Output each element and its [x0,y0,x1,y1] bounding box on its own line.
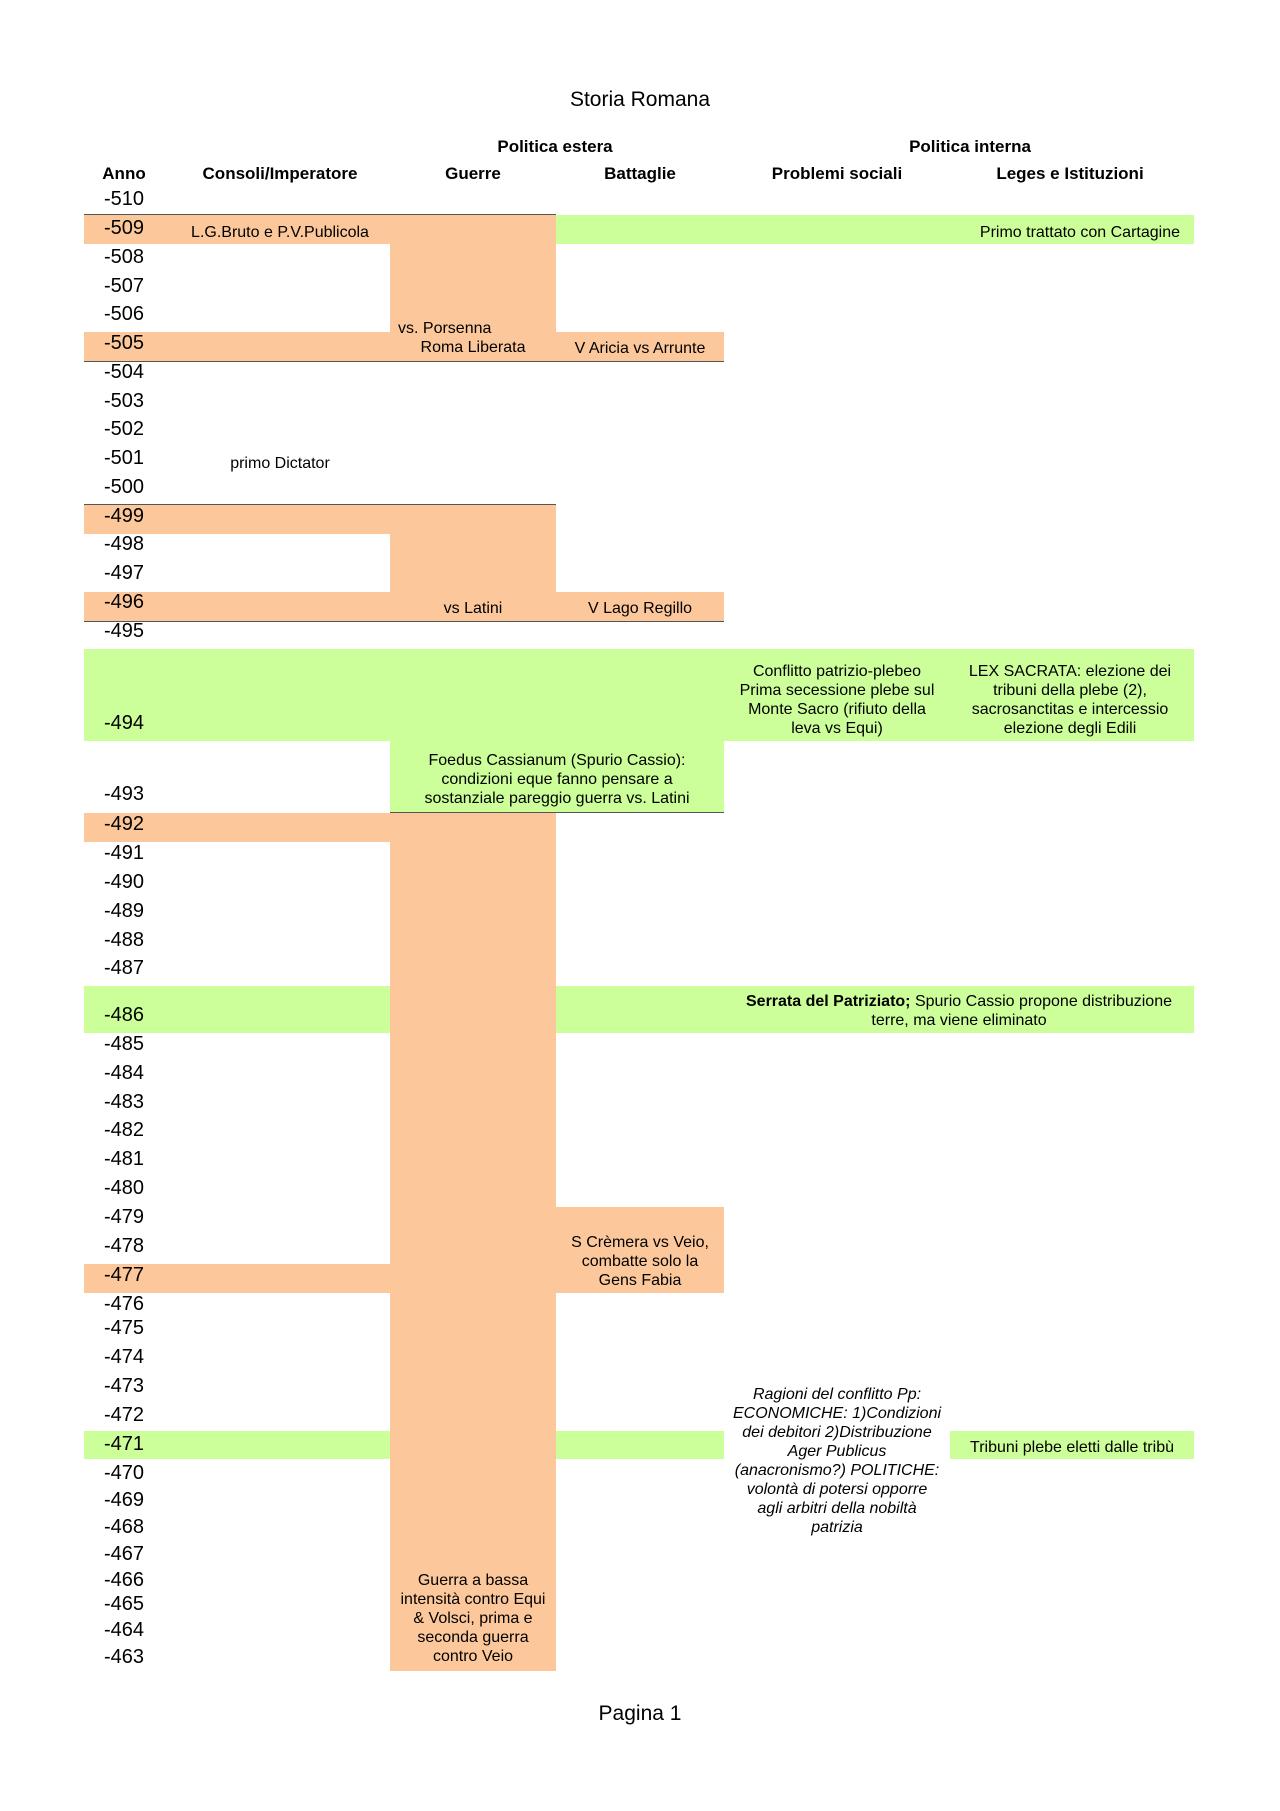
entry-guerre-496: vs Latini [443,600,503,617]
entry-line: agli arbitri della nobiltà [757,1500,917,1517]
entry-line [724,992,1194,1011]
entry-line: ECONOMICHE: 1)Condizioni [732,1405,942,1422]
entry-line: S Crèmera vs Veio, [571,1234,709,1251]
year-cell: -468 [103,1516,145,1538]
year-cell: -494 [103,712,145,734]
entry-problemi-494 [724,662,950,738]
entry-line: dei debitori 2)Distribuzione [742,1424,932,1441]
entry-line: patrizia [811,1519,863,1536]
year-cell: -482 [103,1119,145,1141]
band-guerre-latini [390,534,556,592]
year-cell: -488 [103,929,145,951]
year-cell: -506 [103,303,145,325]
entry-line: Roma Liberata [420,339,526,356]
year-cell: -473 [103,1375,145,1397]
entry-line: condizioni eque fanno pensare a [441,771,673,788]
year-cell: -487 [103,957,145,979]
year-cell: -477 [103,1264,145,1286]
year-cell: -467 [103,1543,145,1565]
entry-guerre-porsenna [390,319,556,357]
year-cell: -475 [103,1317,145,1339]
header-battaglie: Battaglie [604,164,676,183]
band-green-471-battaglie [556,1431,724,1459]
entry-line: Ager Publicus [787,1443,887,1460]
band-orange-471-guerre [390,1431,556,1459]
band-guerre-long [390,842,556,1671]
year-cell: -507 [103,275,145,297]
divider-line [390,812,724,813]
year-cell: -500 [103,476,145,498]
year-cell: -498 [103,533,145,555]
entry-line: Gens Fabia [598,1272,682,1289]
entry-text: Spurio Cassio propone distribuzione [910,993,1172,1010]
page-footer: Pagina 1 [598,1702,682,1725]
entry-leges-471: Tribuni plebe eletti dalle tribù [970,1439,1174,1456]
year-cell: -505 [103,332,145,354]
entry-line: terre, ma viene eliminato [871,1012,1047,1029]
year-cell: -474 [103,1346,145,1368]
year-cell: -510 [103,188,145,210]
entry-line: elezione degli Edili [1003,720,1137,737]
entry-battaglie-496: V Lago Regillo [587,600,693,617]
year-cell: -499 [103,505,145,527]
year-cell: -479 [103,1206,145,1228]
divider-line [84,361,724,362]
year-cell: -496 [103,591,145,613]
header-guerre: Guerre [445,164,501,183]
year-cell: -503 [103,390,145,412]
entry-line: volontà di potersi opporre [746,1481,928,1498]
entry-line: Foedus Cassianum (Spurio Cassio): [428,752,686,769]
entry-consoli-501: primo Dictator [230,455,330,472]
header-anno: Anno [102,164,146,183]
year-cell: -481 [103,1148,145,1170]
entry-line: vs. Porsenna [398,320,492,337]
year-cell: -491 [103,842,145,864]
page-title: Storia Romana [569,88,711,111]
entry-line: Prima secessione plebe sul [739,682,935,699]
header-problemi-sociali: Problemi sociali [771,164,903,183]
year-cell: -478 [103,1235,145,1257]
header-leges: Leges e Istituzioni [996,164,1144,183]
year-cell: -470 [103,1462,145,1484]
entry-consoli-509: L.G.Bruto e P.V.Publicola [191,224,369,241]
year-cell: -486 [103,1004,145,1026]
year-cell: -492 [103,813,145,835]
year-cell: -465 [103,1593,145,1615]
entry-line: contro Veio [432,1648,514,1665]
year-cell: -490 [103,871,145,893]
divider-line [84,621,724,622]
year-cell: -476 [103,1293,145,1315]
year-cell: -472 [103,1404,145,1426]
entry-ragioni-conflitto [718,1385,956,1537]
year-cell: -502 [103,418,145,440]
entry-serrata [724,992,1194,1030]
entry-bold: Serrata del Patriziato; [746,993,911,1010]
entry-battaglie-cremera [556,1233,724,1290]
entry-guerra-bassa-intensita [390,1571,556,1666]
entry-line: tribuni della plebe (2), [993,682,1147,699]
entry-line: sostanziale pareggio guerra vs. Latini [424,790,690,807]
entry-leges-509: Primo trattato con Cartagine [979,224,1180,241]
entry-line: sacrosanctitas e intercessio [971,701,1169,718]
year-cell: -483 [103,1091,145,1113]
divider-line [84,214,556,215]
year-cell: -495 [103,620,145,642]
entry-line: & Volsci, prima e [413,1610,533,1627]
year-cell: -485 [103,1033,145,1055]
year-cell: -484 [103,1062,145,1084]
entry-line: combatte solo la [581,1253,699,1270]
year-cell: -466 [103,1569,145,1591]
entry-line: intensità contro Equi [400,1591,546,1608]
entry-battaglie-505: V Aricia vs Arrunte [574,340,706,357]
year-cell: -509 [103,217,145,239]
year-cell: -463 [103,1646,145,1668]
year-cell: -501 [103,447,145,469]
year-cell: -471 [103,1433,145,1455]
header-politica-estera: Politica estera [497,137,613,156]
year-cell: -469 [103,1489,145,1511]
entry-line: Guerra a bassa [417,1572,529,1589]
year-cell: -480 [103,1177,145,1199]
entry-line: seconda guerra [417,1629,529,1646]
entry-line: Conflitto patrizio-plebeo [752,663,922,680]
entry-line: (anacronismo?) POLITICHE: [734,1462,940,1479]
entry-line: LEX SACRATA: elezione dei [968,663,1172,680]
entry-leges-494 [950,662,1190,738]
header-consoli: Consoli/Imperatore [202,164,358,183]
entry-line: Monte Sacro (rifiuto della [748,701,926,718]
year-cell: -504 [103,361,145,383]
entry-line: Ragioni del conflitto Pp: [752,1386,922,1403]
entry-line: leva vs Equi) [791,720,883,737]
year-cell: -497 [103,562,145,584]
year-cell: -508 [103,246,145,268]
year-cell: -489 [103,900,145,922]
year-cell: -464 [103,1619,145,1641]
entry-foedus [390,751,724,808]
header-politica-interna: Politica interna [909,137,1031,156]
year-cell: -493 [103,783,145,805]
